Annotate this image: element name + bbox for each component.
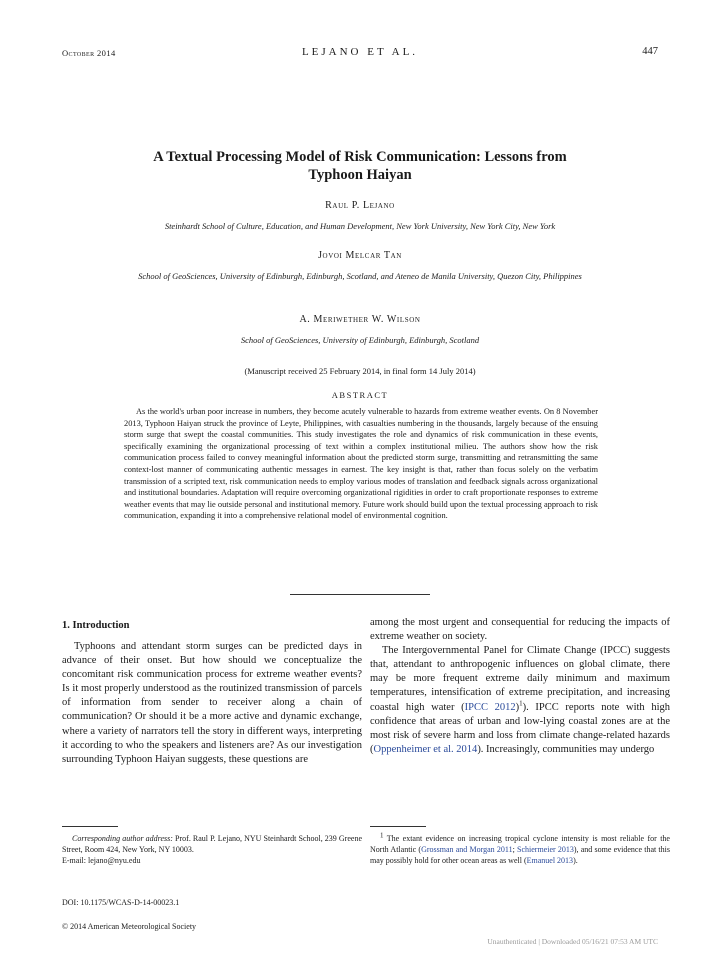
footnote-rule-right: [370, 826, 426, 827]
introduction-paragraph: Typhoons and attendant storm surges can be predicted days in advance of their onset. But how should we conceptualize the concomitant risk communication process for extreme weather events? Is it most properly understood as the routinized transmission of parcels of information from sender to receiver along a chain of communication? Or should it be a more active and dynamic exchange, where a variety of narrators tell the story in different ways, interpreting it according to who the speakers and listeners are? As our investigation surrounding Typhoon Haiyan suggests, these questions are: [62, 641, 362, 765]
footnote-1-text-a: The extant evidence on increasing tropical cyclone intensity is most reliable for the North Atlantic (: [370, 834, 670, 854]
download-watermark: Unauthenticated | Downloaded 05/16/21 07:53 AM UTC: [487, 937, 658, 946]
corresponding-author-footnote: [62, 834, 362, 866]
ipcc-paragraph-part-1: The Intergovernmental Panel for Climate Change (IPCC) suggests that, attendant to anthropogenic influences on global climate, there may be more frequent extreme daily minimum and maximum temperatures, intensification of extreme precipitation, and increasing coastal high water (: [370, 645, 670, 713]
corresponding-email: E-mail: lejano@nyu.edu: [62, 855, 141, 865]
author-name-2: Jovoi Melcar Tan: [318, 250, 402, 261]
abstract-text: As the world's urban poor increase in numbers, they become acutely vulnerable to hazards from extreme weather events. On 8 November 2013, Typhoon Haiyan struck the province of Leyte, Philippines, with casualties numbering in the thousands, largely because of the ensuing storm surge that swept the coastal communities. This study investigates the role and dynamics of risk communication in these events, specifically examining the organizational processing of text within a complex institutional milieu. The authors show how the risk communication process failed to convey meaningful information about the predicted storm surge, transmitting and retransmitting the same context-lost manner of communicating authentic messages in earnest. The key insight is that, rather than focus solely on the verbatim transmission of a scripted text, risk communication needs to employ various modes of translation and feedback signals across organizational and institutional boundaries. Adaptation will require overcoming organizational rigidities in order to craft proportionate responses to extreme weather events that may lie outside personal and institutional memory. Future work should build upon the textual processing approach to risk communication, expanding it into a comprehensive relational model of environmental cognition.: [124, 407, 598, 521]
author-affiliation-1: Steinhardt School of Culture, Education, and Human Development, New York University, New York City, New York: [164, 221, 556, 231]
copyright-line: © 2014 American Meteorological Society: [62, 922, 197, 931]
footnote-1: [370, 831, 670, 866]
doi-line: DOI: 10.1175/WCAS-D-14-00023.1: [62, 898, 180, 907]
citation-link-ipcc-2012[interactable]: IPCC 2012: [464, 701, 516, 713]
corresponding-address: [62, 834, 362, 856]
page-number: 447: [642, 46, 658, 57]
section-heading-introduction: 1. Introduction: [62, 620, 130, 631]
ipcc-paragraph-part-3: ). Increasingly, communities may undergo: [477, 743, 655, 755]
article-title-line-2: Typhoon Haiyan: [308, 167, 412, 183]
footnote-1-mark: 1: [380, 831, 384, 840]
footnote-1-text-c: ), and some evidence that this may possibly hold for other ocean areas as well (: [370, 844, 670, 865]
right-column-text: [370, 616, 670, 757]
citation-link-emanuel-2013[interactable]: Emanuel 2013: [526, 855, 574, 865]
footnote-marker-1[interactable]: 1: [519, 699, 523, 708]
citation-link-schiermeier-2013[interactable]: Schiermeier 2013: [517, 844, 574, 854]
author-affiliation-2: School of GeoSciences, University of Edinburgh, Edinburgh, Scotland, and Ateneo de Manila University, Quezon City, Philippines: [138, 271, 582, 281]
article-title-line-1: A Textual Processing Model of Risk Communication: Lessons from: [153, 149, 567, 165]
manuscript-received: (Manuscript received 25 February 2014, in final form 14 July 2014): [244, 366, 476, 376]
running-header-date: October 2014: [62, 48, 116, 58]
author-affiliation-3: School of GeoSciences, University of Edinburgh, Edinburgh, Scotland: [240, 335, 480, 345]
continuation-paragraph: among the most urgent and consequential for reducing the impacts of extreme weather on society.: [370, 617, 670, 643]
running-header-authors: LEJANO ET AL.: [301, 46, 419, 58]
footnote-1-text-b: ;: [512, 844, 518, 854]
corresponding-text: Prof. Raul P. Lejano, NYU Steinhardt School, 239 Greene Street, Room 424, New York, NY 10003.: [62, 834, 362, 854]
citation-link-grossman-2011[interactable]: Grossman and Morgan 2011: [421, 844, 513, 854]
ipcc-paragraph-part-2: ). IPCC reports note with high confidence that areas of urban and low-lying coastal zones are at the most risk of severe harm and loss from climate change-related hazards (: [370, 701, 670, 755]
ipcc-paragraph-part-2-prefix: ): [515, 701, 520, 713]
abstract-heading: ABSTRACT: [331, 390, 389, 400]
ipcc-paragraph: [370, 644, 670, 757]
citation-link-oppenheimer-2014[interactable]: Oppenheimer et al. 2014: [373, 743, 478, 755]
corresponding-label: Corresponding author address:: [72, 834, 173, 843]
footnote-1-text-d: ).: [573, 855, 578, 865]
author-name-1: Raul P. Lejano: [325, 200, 395, 211]
footnote-rule-left: [62, 826, 118, 827]
article-title: [80, 148, 640, 184]
section-divider: [290, 594, 430, 595]
author-name-3: A. Meriwether W. Wilson: [299, 314, 421, 325]
